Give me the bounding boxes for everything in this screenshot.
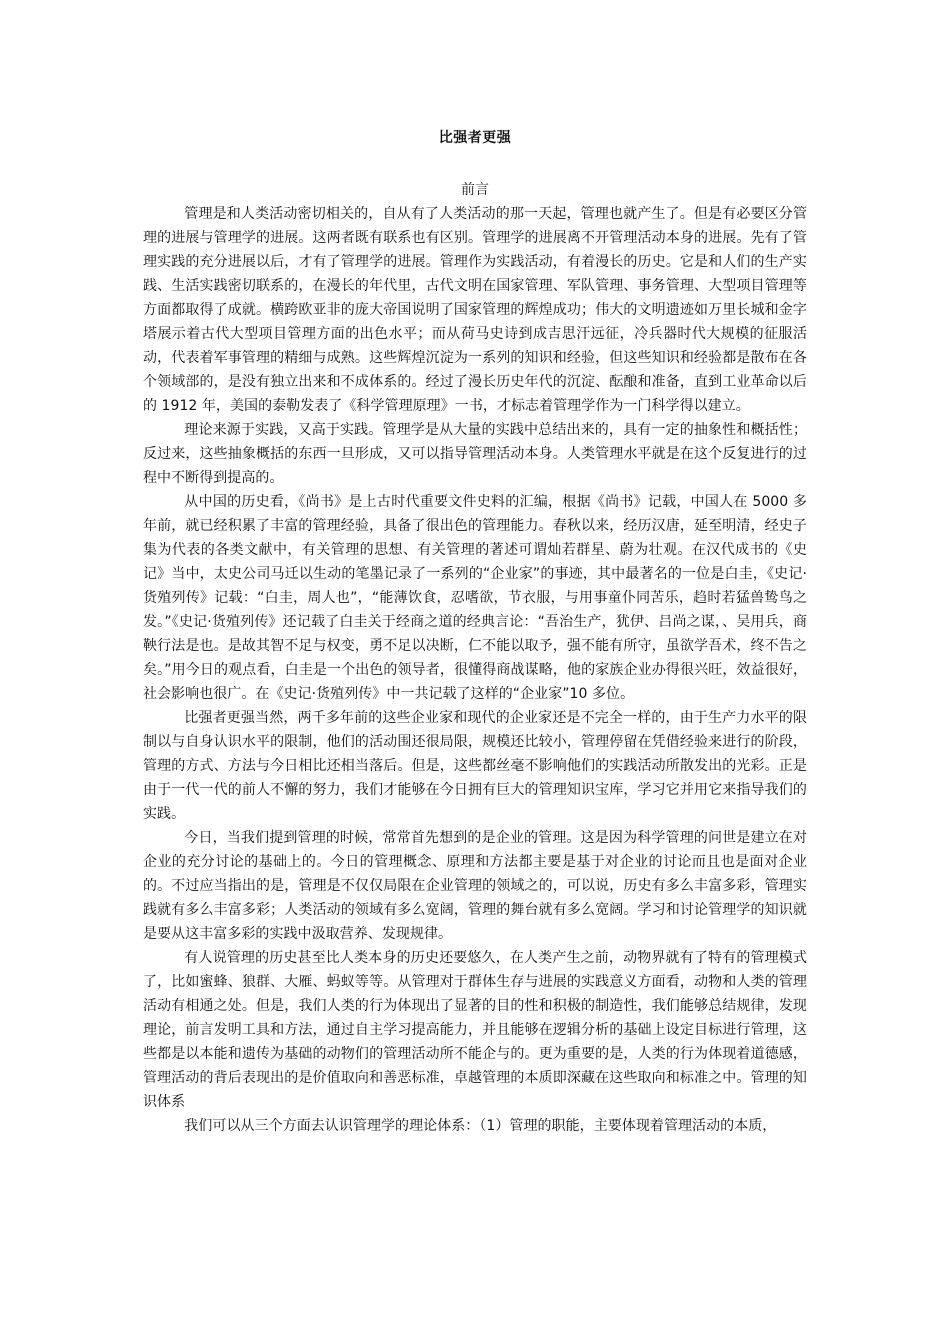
document-title: 比强者更强 <box>438 130 512 146</box>
paragraph: 理论来源于实践，又高于实践。管理学是从大量的实践中总结出来的，具有一定的抽象性和概括性；反过来，这些抽象概括的东西一旦形成，又可以指导管理活动本身。人类管理水平就是在这个反复进行的过程中不断得到提高的。 <box>143 422 807 486</box>
paragraph: 我们可以从三个方面去认识管理学的理论体系：（1）管理的职能，主要体现着管理活动的本质， <box>184 1118 777 1134</box>
document-body <box>143 202 807 1138</box>
paragraph: 管理是和人类活动密切相关的，自从有了人类活动的那一天起，管理也就产生了。但是有必要区分管理的进展与管理学的进展。这两者既有联系也有区别。管理学的进展离不开管理活动本身的进展。先有了管理实践的充分进展以后，才有了管理学的进展。管理作为实践活动，有着漫长的历史。它是和人们的生产实践、生活实践密切联系的，在漫长的年代里，古代文明在国家管理、军队管理、事务管理、大型项目管理等方面都取得了成就。横跨欧亚非的庞大帝国说明了国家管理的辉煌成功；伟大的文明遗迹如万里长城和金字塔展示着古代大型项目管理方面的出色水平；而从荷马史诗到成吉思汗远征，冷兵器时代大规模的征服活动，代表着军事管理的精细与成熟。这些辉煌沉淀为一系列的知识和经验，但这些知识和经验都是散布在各个领域部的，是没有独立出来和不成体系的。经过了漫长历史年代的沉淀、酝酿和准备，直到工业革命以后的 1912 年，美国的泰勒发表了《科学管理原理》一书，才标志着管理学作为一门科学得以建立。 <box>143 206 807 414</box>
paragraph: 比强者更强当然，两千多年前的这些企业家和现代的企业家还是不完全一样的，由于生产力水平的限制以与自身认识水平的限制，他们的活动围还很局限，规模还比较小，管理停留在凭借经验来进行的阶段，管理的方式、方法与今日相比还相当落后。但是，这些都丝毫不影响他们的实践活动所散发出的光彩。正是由于一代一代的前人不懈的努力，我们才能够在今日拥有巨大的管理知识宝库，学习它并用它来指导我们的实践。 <box>143 710 807 822</box>
section-heading: 前言 <box>461 182 489 198</box>
paragraph: 有人说管理的历史甚至比人类本身的历史还要悠久，在人类产生之前，动物界就有了特有的管理模式了，比如蜜蜂、狼群、大雁、蚂蚁等等。从管理对于群体生存与进展的实践意义方面看，动物和人类的管理活动有相通之处。但是，我们人类的行为体现出了显著的目的性和积极的制造性，我们能够总结规律，发现理论，前言发明工具和方法，通过自主学习提高能力，并且能够在逻辑分析的基础上设定目标进行管理，这些都是以本能和遗传为基础的动物们的管理活动所不能企与的。更为重要的是，人类的行为体现着道德感，管理活动的背后表现出的是价值取向和善恶标准，卓越管理的本质即深藏在这些取向和标准之中。管理的知识体系 <box>143 950 807 1110</box>
paragraph: 今日，当我们提到管理的时候，常常首先想到的是企业的管理。这是因为科学管理的问世是建立在对企业的充分讨论的基础上的。今日的管理概念、原理和方法都主要是基于对企业的讨论而且也是面对企业的。不过应当指出的是，管理是不仅仅局限在企业管理的领域之的，可以说，历史有多么丰富多彩，管理实践就有多么丰富多彩；人类活动的领域有多么宽阔，管理的舞台就有多么宽阔。学习和讨论管理学的知识就是要从这丰富多彩的实践中汲取营养、发现规律。 <box>143 830 807 942</box>
paragraph: 从中国的历史看，《尚书》是上古时代重要文件史料的汇编，根据《尚书》记载，中国人在 5000 多年前，就已经积累了丰富的管理经验，具备了很出色的管理能力。春秋以来，经历汉唐，延至明清，经史子集为代表的各类文献中，有关管理的思想、有关管理的著述可谓灿若群星、蔚为壮观。在汉代成书的《史记》当中，太史公司马迁以生动的笔墨记录了一系列的“企业家”的事迹，其中最著名的一位是白圭，《史记·货殖列传》记载：“白圭，周人也”，“能薄饮食，忍嗜欲，节衣服，与用事童仆同苦乐，趋时若猛兽鸷鸟之发。”《史记·货殖列传》还记载了白圭关于经商之道的经典言论：“吾治生产，犹伊、吕尚之谋，、吴用兵，商鞅行法是也。是故其智不足与权变，勇不足以决断，仁不能以取予，强不能有所守，虽欲学吾术，终不告之矣。”用今日的观点看，白圭是一个出色的领导者，很懂得商战谋略，他的家族企业办得很兴旺，效益很好，社会影响也很广。在《史记·货殖列传》中一共记载了这样的“企业家”10 多位。 <box>143 494 807 702</box>
